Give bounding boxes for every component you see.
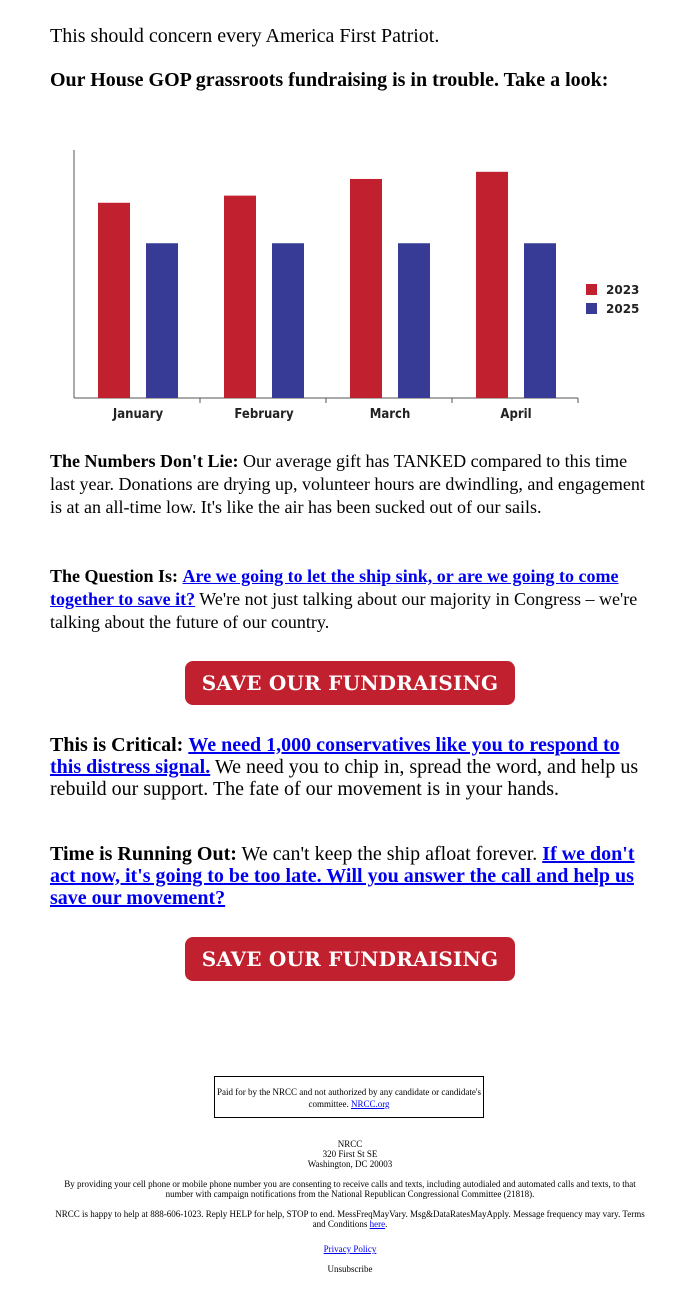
numbers-text: Our average gift has TANKED compared to this time last year. Donations are drying up, volunteer hours are dwindling, and engagement is at an all-time low. It's like the air has been sucked out of our sails. bbox=[50, 451, 645, 517]
terms-here-link[interactable]: here bbox=[369, 1219, 386, 1229]
nrcc-link[interactable]: NRCC.org bbox=[350, 1099, 390, 1109]
x-tick-label: February bbox=[234, 407, 294, 422]
bar-2025-january bbox=[146, 243, 178, 398]
intro-text: This should concern every America First Patriot. bbox=[50, 25, 440, 47]
running-label: Time is Running Out: bbox=[50, 843, 237, 865]
unsubscribe-link[interactable]: Unsubscribe bbox=[327, 1264, 373, 1274]
critical-label: This is Critical: bbox=[50, 734, 184, 756]
question-label: The Question Is: bbox=[50, 566, 179, 586]
footer-street: 320 First St SE bbox=[322, 1149, 378, 1159]
critical-link[interactable]: We need 1,000 conservatives like you to respond to this distress signal. bbox=[50, 734, 620, 778]
help-text-body: NRCC is happy to help at 888-606-1023. Reply HELP for help, STOP to end. MessFreqMayVary. Msg&DataRatesMayApply. Message frequency may vary. Terms and Conditions bbox=[55, 1209, 645, 1229]
numbers-paragraph bbox=[50, 450, 655, 519]
question-paragraph bbox=[50, 565, 655, 634]
privacy-policy-link[interactable]: Privacy Policy bbox=[323, 1244, 377, 1254]
privacy-row bbox=[50, 1244, 650, 1254]
legend-swatch-2025 bbox=[586, 303, 597, 314]
footer-city: Washington, DC 20003 bbox=[307, 1159, 393, 1169]
bar-2023-february bbox=[224, 196, 256, 398]
critical-text: We need you to chip in, spread the word, and help us rebuild our support. The fate of our movement is in your hands. bbox=[50, 756, 639, 800]
help-text bbox=[50, 1209, 650, 1229]
headline: Our House GOP grassroots fundraising is in trouble. Take a look: bbox=[50, 69, 609, 91]
legend-label-2025: 2025 bbox=[606, 302, 640, 316]
bar-2025-april bbox=[524, 243, 556, 398]
question-link[interactable]: Are we going to let the ship sink, or are we going to come together to save it? bbox=[50, 566, 619, 609]
fundraising-bar-chart bbox=[60, 140, 640, 430]
save-fundraising-button[interactable]: SAVE OUR FUNDRAISING >> bbox=[185, 661, 515, 705]
bar-2025-march bbox=[398, 243, 430, 398]
running-link[interactable]: If we don't act now, it's going to be too late. Will you answer the call and help us save our movement? bbox=[50, 843, 635, 909]
legend-label-2023: 2023 bbox=[606, 283, 640, 297]
x-tick-label: April bbox=[500, 407, 532, 422]
address-block bbox=[50, 1139, 650, 1169]
paid-for-box bbox=[214, 1076, 484, 1118]
critical-paragraph bbox=[50, 734, 655, 800]
bar-2023-march bbox=[350, 179, 382, 398]
bar-2025-february bbox=[272, 243, 304, 398]
bar-2023-january bbox=[98, 203, 130, 398]
legend-swatch-2023 bbox=[586, 284, 597, 295]
help-text-end: . bbox=[385, 1219, 388, 1229]
numbers-label: The Numbers Don't Lie: bbox=[50, 451, 239, 471]
paid-for-text: Paid for by the NRCC and not authorized by any candidate or candidate's committee. bbox=[216, 1087, 482, 1109]
x-tick-label: January bbox=[112, 407, 164, 422]
consent-text: By providing your cell phone or mobile phone number you are consenting to receive calls and texts, including autodialed and automated calls and texts, to that number with campaign notifications from the National Republican Congressional Committee (21818). bbox=[64, 1179, 636, 1199]
bar-2023-april bbox=[476, 172, 508, 398]
running-paragraph bbox=[50, 843, 655, 909]
running-text: We can't keep the ship afloat forever. bbox=[236, 843, 543, 865]
x-tick-label: March bbox=[369, 407, 411, 422]
question-text: We're not just talking about our majority in Congress – we're talking about the future of our country. bbox=[50, 589, 638, 632]
footer-org: NRCC bbox=[337, 1139, 363, 1149]
save-fundraising-button-2[interactable]: SAVE OUR FUNDRAISING >> bbox=[185, 937, 515, 981]
